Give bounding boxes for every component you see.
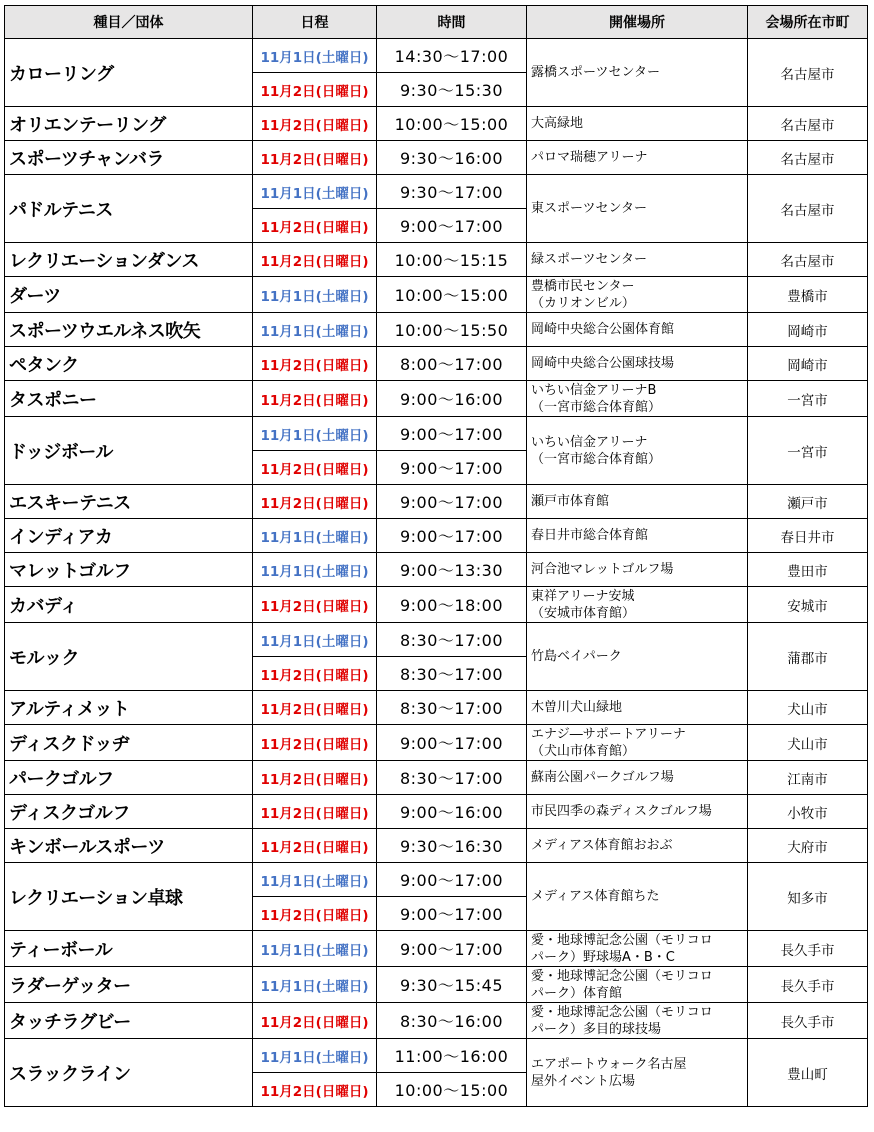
venue-line: 竹島ベイパーク [531, 649, 622, 664]
event-date: 11月1日(土曜日) [253, 39, 377, 73]
event-venue [527, 725, 748, 761]
table-row [5, 967, 868, 1003]
table-row [5, 931, 868, 967]
table-row [5, 347, 868, 381]
event-venue [527, 347, 748, 381]
table-row [5, 107, 868, 141]
venue-line: 岡崎中央総合公園体育館 [531, 322, 675, 337]
event-date: 11月2日(日曜日) [253, 691, 377, 725]
event-venue [527, 519, 748, 553]
event-time: 8:30〜17:00 [377, 657, 527, 691]
header-row [5, 6, 868, 39]
table-row [5, 39, 868, 73]
header-event: 種目／団体 [5, 6, 253, 39]
event-name: カローリング [5, 39, 253, 107]
event-venue [527, 1003, 748, 1039]
event-venue [527, 691, 748, 725]
header-time: 時間 [377, 6, 527, 39]
event-date: 11月1日(土曜日) [253, 313, 377, 347]
event-date: 11月2日(日曜日) [253, 1073, 377, 1107]
event-time: 10:00〜15:00 [377, 1073, 527, 1107]
event-date: 11月2日(日曜日) [253, 795, 377, 829]
event-city: 瀬戸市 [748, 485, 868, 519]
event-time: 11:00〜16:00 [377, 1039, 527, 1073]
event-venue [527, 863, 748, 931]
event-venue [527, 931, 748, 967]
event-time: 9:00〜17:00 [377, 863, 527, 897]
event-time: 9:00〜17:00 [377, 931, 527, 967]
event-city: 岡崎市 [748, 347, 868, 381]
event-date: 11月1日(土曜日) [253, 175, 377, 209]
event-venue [527, 829, 748, 863]
schedule-table [4, 5, 868, 1107]
venue-line: いちい信金アリーナ [531, 434, 648, 450]
table-row [5, 587, 868, 623]
venue-line: パーク）多目的球技場 [531, 1021, 662, 1037]
event-date: 11月2日(日曜日) [253, 1003, 377, 1039]
table-row [5, 277, 868, 313]
event-name: インディアカ [5, 519, 253, 553]
event-time: 9:30〜15:30 [377, 73, 527, 107]
event-city: 長久手市 [748, 931, 868, 967]
event-city: 名古屋市 [748, 175, 868, 243]
venue-line: 屋外イベント広場 [531, 1073, 636, 1089]
venue-line: 豊橋市民センター [531, 278, 635, 294]
venue-line: 大高緑地 [531, 116, 584, 131]
event-name: カバディ [5, 587, 253, 623]
event-city: 長久手市 [748, 1003, 868, 1039]
event-city: 犬山市 [748, 691, 868, 725]
event-time: 9:00〜13:30 [377, 553, 527, 587]
table-row [5, 863, 868, 897]
event-venue [527, 795, 748, 829]
event-date: 11月1日(土曜日) [253, 863, 377, 897]
event-name: ティーボール [5, 931, 253, 967]
event-name: キンボールスポーツ [5, 829, 253, 863]
event-city: 一宮市 [748, 381, 868, 417]
event-city: 安城市 [748, 587, 868, 623]
event-time: 8:30〜17:00 [377, 691, 527, 725]
header-city: 会場所在市町 [748, 6, 868, 39]
event-time: 9:00〜17:00 [377, 485, 527, 519]
table-row [5, 485, 868, 519]
table-row [5, 795, 868, 829]
table-row [5, 175, 868, 209]
venue-line: メディアス体育館ちた [531, 889, 660, 904]
event-city: 豊橋市 [748, 277, 868, 313]
table-row [5, 761, 868, 795]
header-date: 日程 [253, 6, 377, 39]
venue-line: （犬山市体育館） [531, 743, 636, 759]
event-city: 犬山市 [748, 725, 868, 761]
venue-line: （一宮市総合体育館） [531, 399, 662, 415]
event-date: 11月1日(土曜日) [253, 417, 377, 451]
event-name: エスキーテニス [5, 485, 253, 519]
event-name: スポーツウエルネス吹矢 [5, 313, 253, 347]
venue-line: 岡崎中央総合公園球技場 [531, 356, 675, 371]
event-time: 9:30〜16:30 [377, 829, 527, 863]
event-name: オリエンテーリング [5, 107, 253, 141]
event-name: モルック [5, 623, 253, 691]
table-row [5, 1003, 868, 1039]
venue-line: 緑スポーツセンター [531, 252, 647, 267]
venue-line: 木曽川犬山緑地 [531, 700, 623, 715]
event-date: 11月2日(日曜日) [253, 725, 377, 761]
event-time: 10:00〜15:00 [377, 277, 527, 313]
event-city: 名古屋市 [748, 107, 868, 141]
event-time: 8:30〜17:00 [377, 623, 527, 657]
venue-line: 市民四季の森ディスクゴルフ場 [531, 804, 712, 819]
event-city: 春日井市 [748, 519, 868, 553]
event-date: 11月2日(日曜日) [253, 451, 377, 485]
table-row [5, 141, 868, 175]
venue-line: パーク）体育館 [531, 985, 623, 1001]
event-name: パークゴルフ [5, 761, 253, 795]
event-time: 10:00〜15:50 [377, 313, 527, 347]
event-time: 8:00〜17:00 [377, 347, 527, 381]
event-date: 11月2日(日曜日) [253, 141, 377, 175]
event-time: 9:00〜17:00 [377, 451, 527, 485]
schedule-body [5, 39, 868, 1107]
table-row [5, 1039, 868, 1073]
event-venue [527, 761, 748, 795]
event-city: 一宮市 [748, 417, 868, 485]
event-city: 豊山町 [748, 1039, 868, 1107]
event-date: 11月2日(日曜日) [253, 381, 377, 417]
event-time: 8:30〜16:00 [377, 1003, 527, 1039]
venue-line: 愛・地球博記念公園（モリコロ [531, 1004, 713, 1020]
event-name: スポーツチャンバラ [5, 141, 253, 175]
event-date: 11月2日(日曜日) [253, 209, 377, 243]
event-date: 11月2日(日曜日) [253, 243, 377, 277]
table-row [5, 313, 868, 347]
event-name: ディスクゴルフ [5, 795, 253, 829]
event-venue [527, 587, 748, 623]
venue-line: パーク）野球場A・B・C [531, 949, 675, 965]
event-date: 11月2日(日曜日) [253, 587, 377, 623]
event-venue [527, 39, 748, 107]
event-date: 11月2日(日曜日) [253, 761, 377, 795]
event-date: 11月1日(土曜日) [253, 1039, 377, 1073]
venue-line: 瀬戸市体育館 [531, 494, 610, 509]
event-city: 名古屋市 [748, 243, 868, 277]
event-name: ディスクドッヂ [5, 725, 253, 761]
event-city: 名古屋市 [748, 39, 868, 107]
event-name: マレットゴルフ [5, 553, 253, 587]
event-date: 11月1日(土曜日) [253, 623, 377, 657]
event-venue [527, 277, 748, 313]
event-city: 名古屋市 [748, 141, 868, 175]
event-time: 10:00〜15:15 [377, 243, 527, 277]
event-date: 11月2日(日曜日) [253, 829, 377, 863]
venue-line: エアポートウォーク名古屋 [531, 1056, 687, 1072]
table-row [5, 725, 868, 761]
event-time: 9:30〜17:00 [377, 175, 527, 209]
event-time: 9:00〜17:00 [377, 725, 527, 761]
event-date: 11月2日(日曜日) [253, 657, 377, 691]
event-name: アルティメット [5, 691, 253, 725]
venue-line: 東祥アリーナ安城 [531, 588, 635, 604]
venue-line: パロマ瑞穂アリーナ [531, 150, 648, 165]
event-venue [527, 141, 748, 175]
venue-line: 河合池マレットゴルフ場 [531, 562, 674, 577]
event-time: 8:30〜17:00 [377, 761, 527, 795]
venue-line: 露橋スポーツセンター [531, 65, 660, 80]
event-time: 9:00〜16:00 [377, 381, 527, 417]
venue-line: （安城市体育館） [531, 605, 636, 621]
event-venue [527, 417, 748, 485]
event-city: 小牧市 [748, 795, 868, 829]
event-time: 14:30〜17:00 [377, 39, 527, 73]
venue-line: （一宮市総合体育館） [531, 451, 662, 467]
event-city: 知多市 [748, 863, 868, 931]
venue-line: 愛・地球博記念公園（モリコロ [531, 932, 713, 948]
event-time: 9:00〜17:00 [377, 897, 527, 931]
event-venue [527, 313, 748, 347]
table-row [5, 623, 868, 657]
event-name: レクリエーションダンス [5, 243, 253, 277]
venue-line: 春日井市総合体育館 [531, 528, 649, 543]
event-name: パドルテニス [5, 175, 253, 243]
venue-line: （カリオンビル） [531, 295, 635, 311]
event-venue [527, 553, 748, 587]
event-venue [527, 485, 748, 519]
event-time: 9:00〜17:00 [377, 209, 527, 243]
table-row [5, 381, 868, 417]
event-date: 11月1日(土曜日) [253, 553, 377, 587]
event-city: 江南市 [748, 761, 868, 795]
event-city: 豊田市 [748, 553, 868, 587]
event-date: 11月1日(土曜日) [253, 931, 377, 967]
event-venue [527, 243, 748, 277]
header-venue: 開催場所 [527, 6, 748, 39]
event-city: 岡崎市 [748, 313, 868, 347]
event-city: 大府市 [748, 829, 868, 863]
event-time: 9:00〜18:00 [377, 587, 527, 623]
event-date: 11月1日(土曜日) [253, 277, 377, 313]
table-row [5, 829, 868, 863]
event-name: ドッジボール [5, 417, 253, 485]
event-venue [527, 175, 748, 243]
event-city: 長久手市 [748, 967, 868, 1003]
event-time: 9:00〜16:00 [377, 795, 527, 829]
event-name: タッチラグビー [5, 1003, 253, 1039]
venue-line: 蘇南公園パークゴルフ場 [531, 770, 674, 785]
event-date: 11月2日(日曜日) [253, 897, 377, 931]
event-venue [527, 107, 748, 141]
event-date: 11月2日(日曜日) [253, 73, 377, 107]
venue-line: いちい信金アリーナB [531, 382, 657, 398]
venue-line: エナジ―サポートアリーナ [531, 726, 686, 742]
event-date: 11月2日(日曜日) [253, 107, 377, 141]
venue-line: 愛・地球博記念公園（モリコロ [531, 968, 713, 984]
event-date: 11月2日(日曜日) [253, 485, 377, 519]
event-time: 9:00〜17:00 [377, 417, 527, 451]
event-venue [527, 967, 748, 1003]
event-date: 11月2日(日曜日) [253, 347, 377, 381]
event-venue [527, 1039, 748, 1107]
event-name: ダーツ [5, 277, 253, 313]
table-row [5, 243, 868, 277]
event-city: 蒲郡市 [748, 623, 868, 691]
table-row [5, 417, 868, 451]
table-row [5, 691, 868, 725]
event-time: 9:00〜17:00 [377, 519, 527, 553]
event-name: ラダーゲッター [5, 967, 253, 1003]
event-time: 9:30〜15:45 [377, 967, 527, 1003]
table-row [5, 519, 868, 553]
event-date: 11月1日(土曜日) [253, 967, 377, 1003]
event-name: レクリエーション卓球 [5, 863, 253, 931]
event-venue [527, 381, 748, 417]
venue-line: メディアス体育館おおぶ [531, 838, 673, 853]
event-name: スラックライン [5, 1039, 253, 1107]
table-row [5, 553, 868, 587]
venue-line: 東スポーツセンター [531, 201, 647, 216]
event-name: タスポニー [5, 381, 253, 417]
event-name: ペタンク [5, 347, 253, 381]
event-date: 11月1日(土曜日) [253, 519, 377, 553]
event-venue [527, 623, 748, 691]
event-time: 10:00〜15:00 [377, 107, 527, 141]
event-time: 9:30〜16:00 [377, 141, 527, 175]
